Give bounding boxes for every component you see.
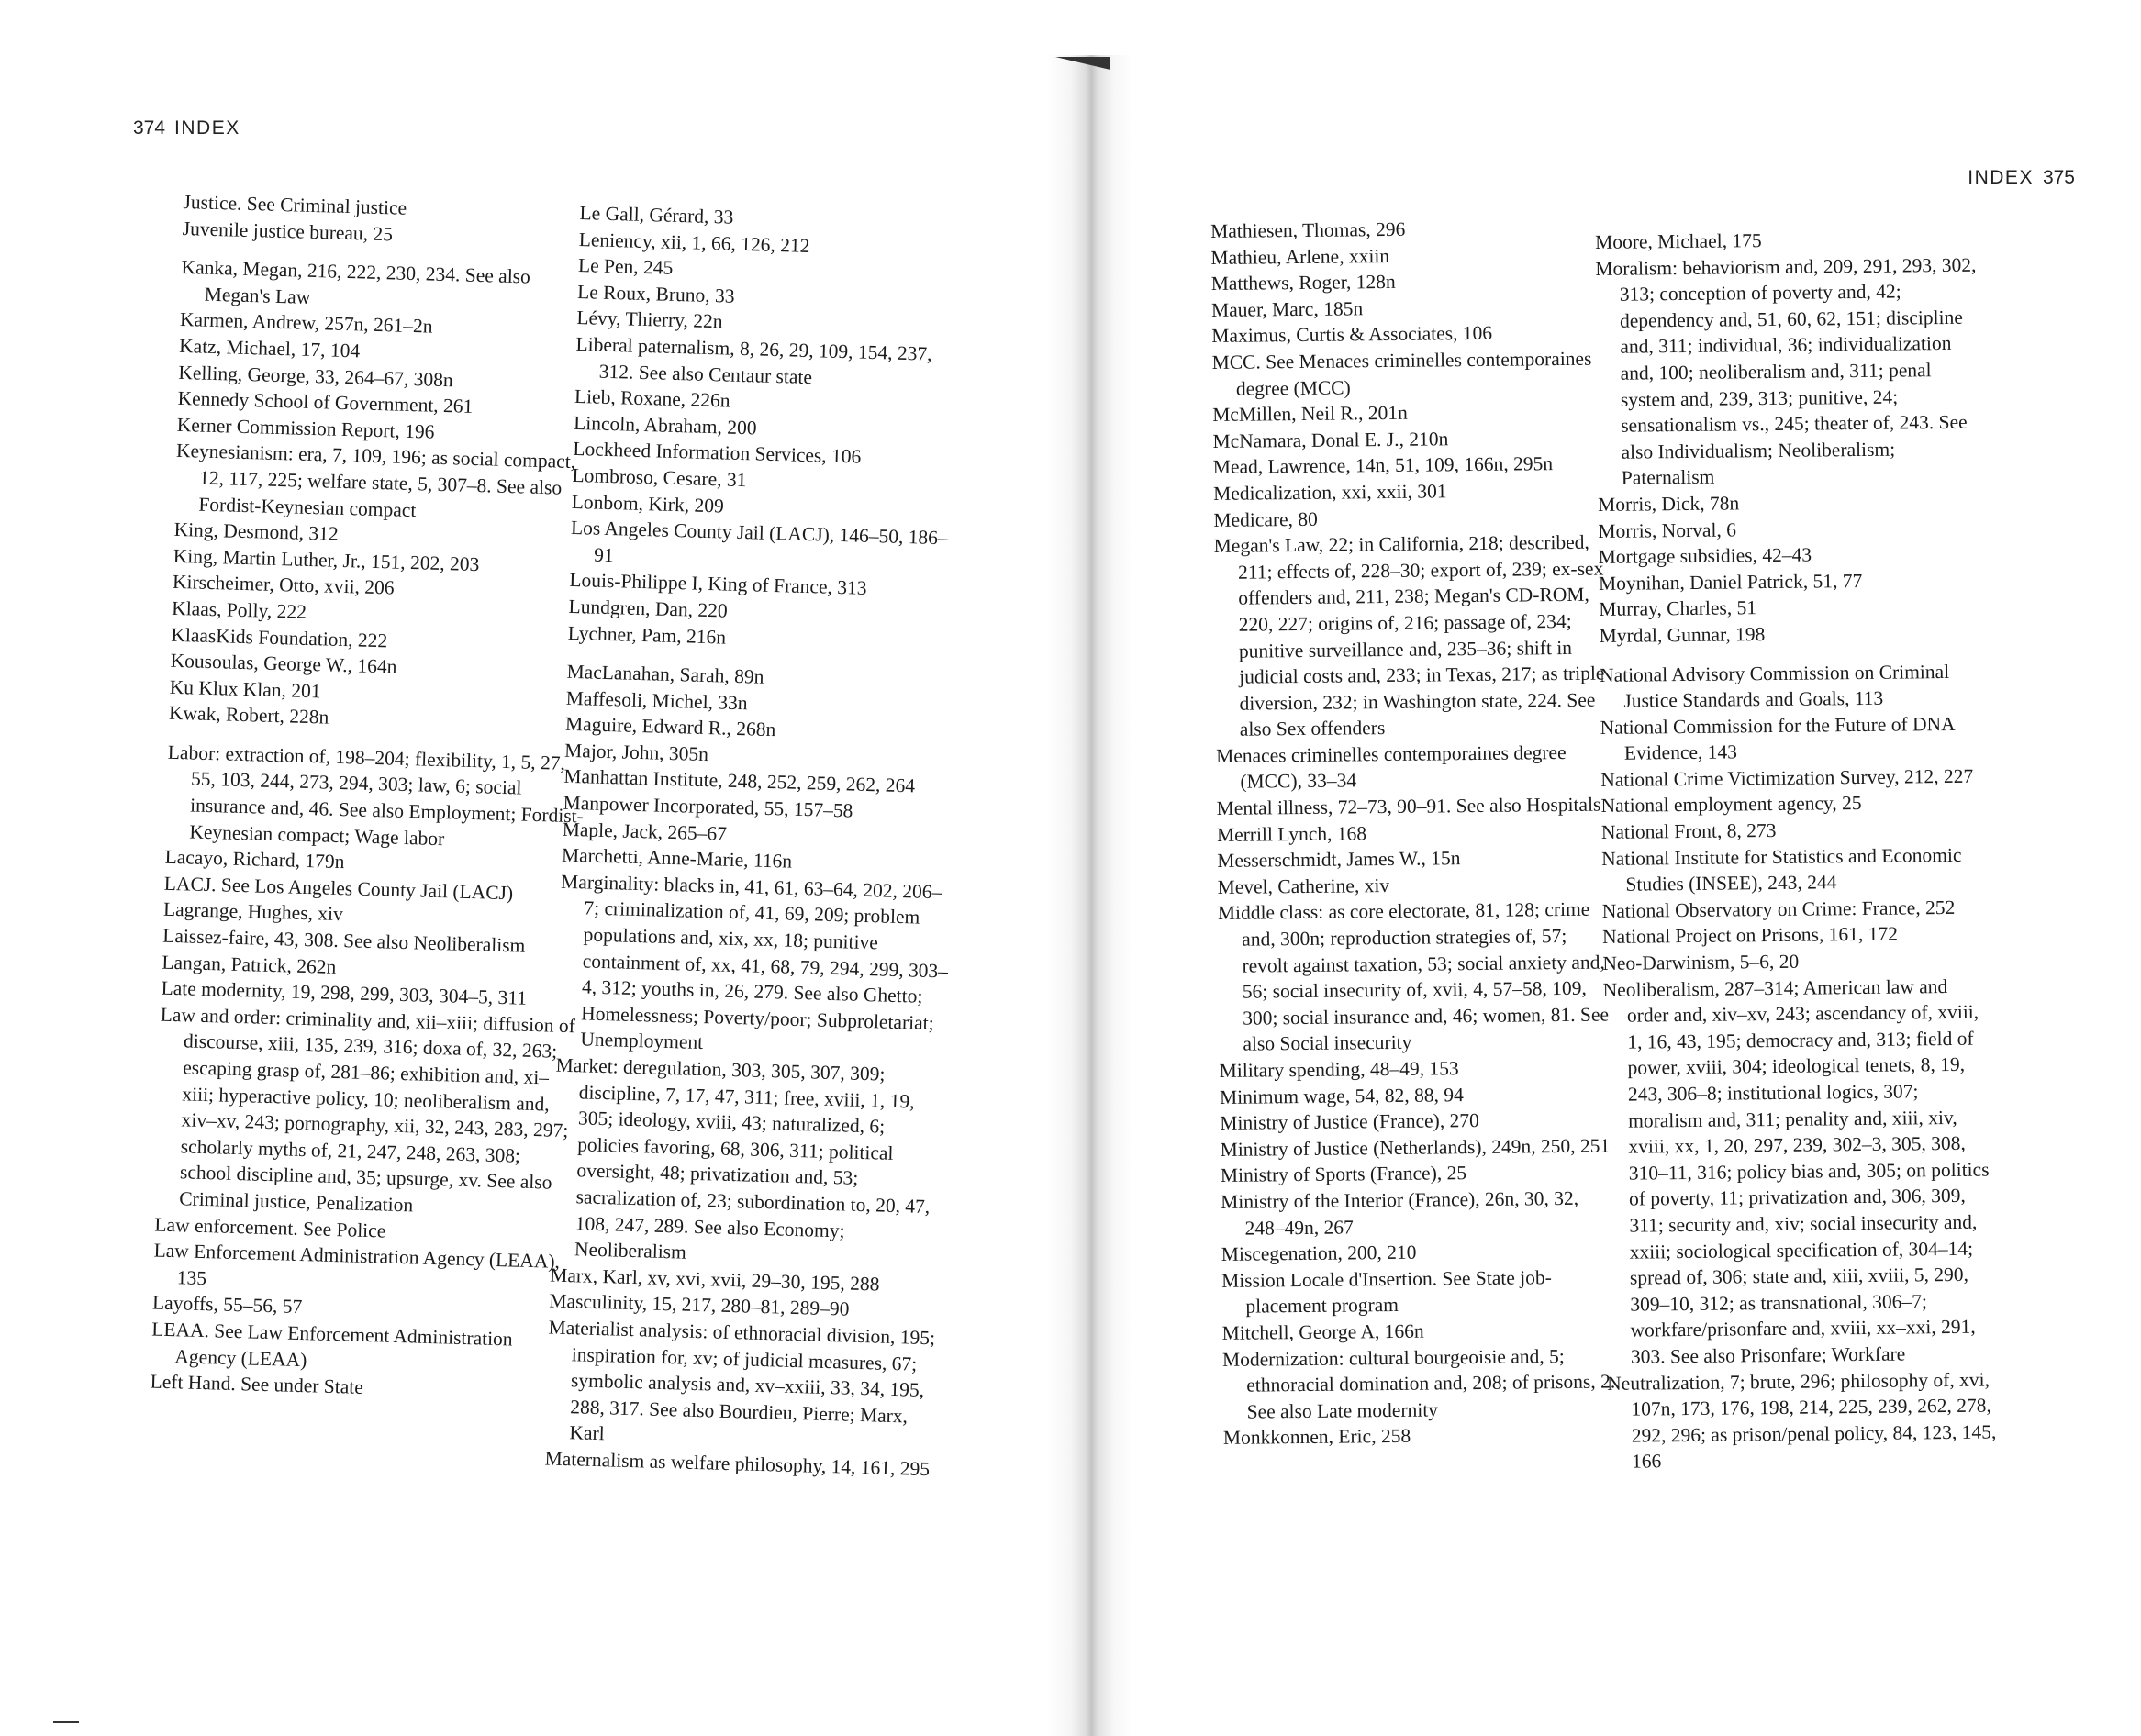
index-entry: Kanka, Megan, 216, 222, 230, 234. See also Megan's Law <box>181 256 531 308</box>
index-entry: King, Desmond, 312 <box>173 517 340 545</box>
index-entry: Moralism: behaviorism and, 209, 291, 293, 302, 313; conception of poverty and, 42; dependency and, 51, 60, 62, 151; discipline and, 311; individual, 36; individualization and, 100; neoliberalism and, 311; penal system and, 239, 313; punitive, 24; sensationalism vs., 245; theater of, 243. See also Individualism; Neoliberalism; Paternalism <box>1595 253 1977 490</box>
index-entry: Le Roux, Bruno, 33 <box>576 280 735 307</box>
index-entry: Los Angeles County Jail (LACJ), 146–50, 186–91 <box>570 516 949 566</box>
index-entry: Morris, Dick, 78n <box>1598 492 1740 516</box>
index-entry: Marginality: blacks in, 41, 61, 63–64, 202, 206–7; criminalization of, 41, 69, 209; problem populations and, xix, xx, 18; punitive containment of, xx, 41, 68, 79, 294, 299, 303–4, 312; youths in, 26, 279. See also Ghetto; Homelessness; Poverty/poor; Subproletariat; Unemployment <box>560 870 949 1054</box>
index-entry: Laissez-faire, 43, 308. See also Neoliberalism <box>162 924 526 957</box>
index-entry: Ministry of Justice (France), 270 <box>1220 1109 1479 1135</box>
index-entry: Mission Locale d'Insertion. See State job-placement program <box>1221 1265 1552 1319</box>
index-entry: Kerner Commission Report, 196 <box>176 413 435 443</box>
index-entry: Military spending, 48–49, 153 <box>1219 1057 1459 1082</box>
index-entry: Katz, Michael, 17, 104 <box>178 334 361 362</box>
index-entry: Manpower Incorporated, 55, 157–58 <box>563 791 853 822</box>
index-entry: Lagrange, Hughes, xiv <box>162 898 344 926</box>
index-entry: Neutralization, 7; brute, 296; philosophy of, xvi, 107n, 173, 176, 198, 214, 225, 239, 262, 278, 292, 296; as prison/penal policy, 84, 123, 145, 166 <box>1607 1368 1997 1473</box>
index-entry: Lieb, Roxane, 226n <box>574 385 730 412</box>
index-entry: Neoliberalism, 287–314; American law and order and, xiv–xv, 243; ascendancy of, xviii, 1, 16, 43, 195; democracy and, 313; field of power, xviii, 304; ideological tenets, 8, 19, 243, 306–8; institutional logics, 307; moralism and, 311; penality and, xiii, xiv, xviii, xx, 1, 20, 297, 239, 302–3, 305, 308, 310–11, 316; policy bias and, 305; on politics of poverty, 11; privatization and, 306, 309, 311; security and, xiv; social insecurity and, xxiii; sociological specification of, 304–14; spread of, 306; state and, xiii, xviii, 5, 290, 309–10, 312; as transnational, 306–7; workfare/prisonfare and, xviii, xx–xxi, 291, 303. See also Prisonfare; Workfare <box>1602 974 1990 1368</box>
index-entry: Lombroso, Cesare, 31 <box>572 463 747 492</box>
index-entry: Marx, Karl, xv, xvi, xvii, 29–30, 195, 288 <box>549 1263 880 1296</box>
index-entry: Layoffs, 55–56, 57 <box>151 1291 303 1319</box>
running-head-right <box>1968 167 2075 189</box>
right-page <box>1092 0 2141 1736</box>
index-entry: Klaas, Polly, 222 <box>171 596 307 623</box>
index-entry: Materialist analysis: of ethnoracial division, 195; inspiration for, xv; of judicial measures, 67; symbolic analysis and, xv–xxiii, 33, 34, 195, 288, 317. See also Bourdieu, Pierre; Marx, Karl <box>548 1316 936 1445</box>
index-entry: Major, John, 305n <box>563 739 709 766</box>
index-entry: Merrill Lynch, 168 <box>1216 821 1367 846</box>
index-entry: MCC. See Menaces criminelles contemporaines degree (MCC) <box>1211 347 1592 400</box>
index-entry: Medicare, 80 <box>1213 507 1318 531</box>
index-entry: Maguire, Edward R., 268n <box>564 713 776 741</box>
index-entry: Lonbom, Kirk, 209 <box>571 490 725 517</box>
index-entry: Miscegenation, 200, 210 <box>1221 1241 1417 1266</box>
page-number-right: 375 <box>2042 167 2075 188</box>
index-entry: Mevel, Catherine, xiv <box>1217 874 1390 898</box>
index-entry: National Commission for the Future of DNA Evidence, 143 <box>1600 712 1955 764</box>
index-entry: Moynihan, Daniel Patrick, 51, 77 <box>1598 569 1863 595</box>
index-entry: Monkkonnen, Eric, 258 <box>1222 1425 1411 1450</box>
running-head-label-left: INDEX <box>174 117 240 139</box>
index-entry: Justice. See Criminal justice <box>183 190 407 219</box>
index-entry: Law Enforcement Administration Agency (LEAA), 135 <box>153 1239 561 1289</box>
index-entry: Moore, Michael, 175 <box>1595 229 1762 253</box>
index-entry: Ministry of Sports (France), 25 <box>1220 1162 1467 1187</box>
index-entry: Ministry of Justice (Netherlands), 249n, 250, 251 <box>1220 1134 1611 1161</box>
page-number-left: 374 <box>133 117 166 139</box>
index-entry: Law enforcement. See Police <box>154 1213 386 1242</box>
index-entry: Maffesoli, Michel, 33n <box>565 686 748 714</box>
index-entry: Messerschmidt, James W., 15n <box>1217 847 1461 873</box>
index-column-4 <box>1595 226 1998 1475</box>
index-entry: Marchetti, Anne-Marie, 116n <box>561 843 793 873</box>
index-entry: Mortgage subsidies, 42–43 <box>1598 543 1812 569</box>
index-entry: Modernization: cultural bourgeoisie and, 5; ethnoracial domination and, 208; of prisons, 2. See also Late modernity <box>1221 1344 1616 1423</box>
running-head-left <box>133 117 240 139</box>
index-entry: National Front, 8, 273 <box>1600 819 1777 844</box>
running-head-label-right: INDEX <box>1968 167 2034 188</box>
index-entry: Le Pen, 245 <box>577 254 674 280</box>
index-entry: Lockheed Information Services, 106 <box>573 438 862 469</box>
index-entry: Left Hand. See under State <box>150 1370 364 1399</box>
scan-mark <box>53 1721 79 1723</box>
index-entry: Morris, Norval, 6 <box>1598 517 1737 542</box>
index-entry: Kennedy School of Government, 261 <box>177 387 474 418</box>
index-entry: MacLanahan, Sarah, 89n <box>566 660 764 688</box>
index-entry: Myrdal, Gunnar, 198 <box>1599 622 1766 647</box>
index-entry: Louis-Philippe I, King of France, 313 <box>569 569 867 600</box>
index-entry: Kousoulas, George W., 164n <box>170 649 397 678</box>
index-entry: King, Martin Luther, Jr., 151, 202, 203 <box>173 544 480 575</box>
index-entry: Lacayo, Richard, 179n <box>164 845 345 874</box>
index-entry: National Advisory Commission on Criminal Justice Standards and Goals, 113 <box>1599 660 1950 712</box>
index-entry: Murray, Charles, 51 <box>1599 596 1757 621</box>
index-entry: Lévy, Thierry, 22n <box>576 306 723 333</box>
index-entry: Menaces criminelles contemporaines degree (MCC), 33–34 <box>1216 740 1567 794</box>
index-entry: National Crime Victimization Survey, 212, 227 <box>1600 764 1974 791</box>
index-entry: Law and order: criminality and, xii–xiii; diffusion of discourse, xiii, 135, 239, 316; doxa of, 32, 263; escaping grasp of, 281–86; exhibition and, xi–xiii; hyperactive policy, 10; neoliberalism and, xiv–xv, 243; pornography, xii, 32, 243, 283, 297; scholarly myths of, 21, 247, 248, 263, 308; school discipline and, 35; upsurge, xv. See also Criminal justice, Penalization <box>160 1003 576 1217</box>
index-entry: Kelling, George, 33, 264–67, 308n <box>178 361 454 391</box>
index-column-1 <box>150 189 601 1407</box>
index-entry: Mathiesen, Thomas, 296 <box>1210 217 1406 242</box>
index-entry: Leniency, xii, 1, 66, 126, 212 <box>578 228 810 257</box>
index-column-3 <box>1210 214 1618 1451</box>
index-entry: Medicalization, xxi, xxii, 301 <box>1213 480 1447 505</box>
index-entry: National Project on Prisons, 161, 172 <box>1601 923 1899 949</box>
index-entry: Lundgren, Dan, 220 <box>568 595 729 622</box>
index-entry: McMillen, Neil R., 201n <box>1212 401 1408 427</box>
index-entry: Juvenile justice bureau, 25 <box>182 217 394 245</box>
index-entry: Keynesianism: era, 7, 109, 196; as social compact, 12, 117, 225; welfare state, 5, 307–8. See also Fordist-Keynesian compact <box>175 440 576 521</box>
index-entry: Lychner, Pam, 216n <box>567 621 727 649</box>
index-entry: Ku Klux Klan, 201 <box>169 675 321 703</box>
index-entry: Manhattan Institute, 248, 252, 259, 262, 264 <box>563 765 916 797</box>
index-entry: Maximus, Curtis & Associates, 106 <box>1211 322 1493 348</box>
index-entry: Kwak, Robert, 228n <box>168 702 329 729</box>
index-entry: LEAA. See Law Enforcement Administration Agency (LEAA) <box>151 1318 513 1371</box>
index-entry: Neo-Darwinism, 5–6, 20 <box>1602 950 1800 974</box>
index-entry: Mauer, Marc, 185n <box>1210 297 1364 321</box>
index-entry: LACJ. See Los Angeles County Jail (LACJ) <box>163 872 514 905</box>
index-entry: Mathieu, Arlene, xxiin <box>1210 244 1390 269</box>
index-column-2 <box>544 200 970 1483</box>
index-entry: Langan, Patrick, 262n <box>162 951 337 978</box>
index-entry: Kirscheimer, Otto, xvii, 206 <box>172 571 395 599</box>
index-entry: National employment agency, 25 <box>1600 792 1862 818</box>
index-entry: Liberal paternalism, 8, 26, 29, 109, 154, 237, 312. See also Centaur state <box>575 332 932 388</box>
index-entry: KlaasKids Foundation, 222 <box>171 623 388 651</box>
index-entry: Mental illness, 72–73, 90–91. See also Hospitals <box>1216 793 1601 820</box>
index-entry: Labor: extraction of, 198–204; flexibility, 1, 5, 27, 55, 103, 244, 273, 294, 303; law, 6; social insurance and, 46. See also Employment; Fordist-Keynesian compact; Wage labor <box>167 740 585 850</box>
index-entry: Middle class: as core electorate, 81, 128; crime and, 300n; reproduction strategies of, 57; revolt against taxation, 53; social anxiety and, 56; social insecurity of, xvii, 4, 57–58, 109, 300; social insurance and, 46; women, 81. See also Social insecurity <box>1217 898 1610 1056</box>
index-entry: Masculinity, 15, 217, 280–81, 289–90 <box>549 1289 850 1321</box>
index-entry: Maternalism as welfare philosophy, 14, 161, 295 <box>544 1447 931 1481</box>
index-entry: Matthews, Roger, 128n <box>1210 271 1396 295</box>
index-entry: Ministry of the Interior (France), 26n, 30, 32, 248–49n, 267 <box>1221 1186 1579 1240</box>
index-entry: McNamara, Donal E. J., 210n <box>1212 428 1449 452</box>
index-entry: National Institute for Statistics and Economic Studies (INSEE), 243, 244 <box>1601 843 1962 896</box>
index-entry: Megan's Law, 22; in California, 218; described, 211; effects of, 228–30; export of, 239; ex-sex offenders and, 211, 238; Megan's CD-ROM, 220, 227; origins of, 216; passage of, 234; punitive surveillance and, 235–36; shift in judicial costs and, 233; in Texas, 217; as triple diversion, 232; in Washington state, 224. See also Sex offenders <box>1213 530 1605 740</box>
index-entry: Minimum wage, 54, 82, 88, 94 <box>1219 1083 1464 1108</box>
index-entry: Late modernity, 19, 298, 299, 303, 304–5, 311 <box>161 976 528 1010</box>
index-entry: Karmen, Andrew, 257n, 261–2n <box>179 308 433 339</box>
index-entry: National Observatory on Crime: France, 252 <box>1601 896 1956 922</box>
index-entry: Le Gall, Gérard, 33 <box>579 201 734 228</box>
index-entry: Mead, Lawrence, 14n, 51, 109, 166n, 295n <box>1212 452 1554 479</box>
index-entry: Market: deregulation, 303, 305, 307, 309; discipline, 7, 17, 47, 311; free, xviii, 1, 19, 305; ideology, xviii, 43; naturalized, 6; policies favoring, 68, 306, 311; political oversight, 48; privatization and, 53; sacralization of, 23; subordination to, 20, 47, 108, 247, 289. See also Economy; Neoliberalism <box>555 1053 931 1263</box>
index-entry: Maple, Jack, 265–67 <box>562 818 728 845</box>
index-entry: Mitchell, George A, 166n <box>1221 1319 1424 1344</box>
index-entry: Lincoln, Abraham, 200 <box>573 411 757 440</box>
